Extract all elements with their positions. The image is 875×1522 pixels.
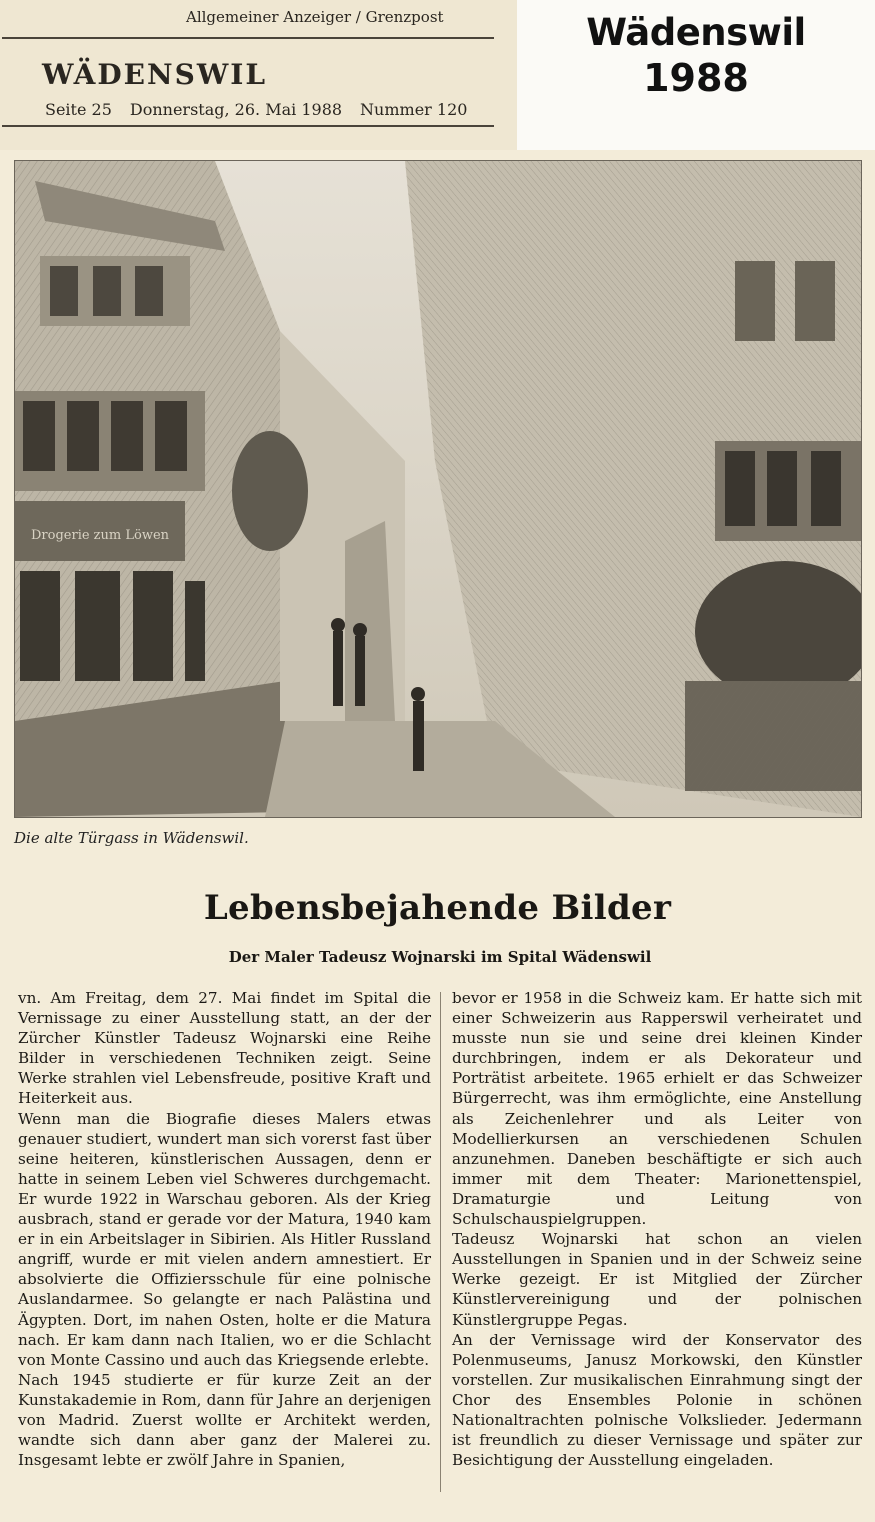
paragraph: bevor er 1958 in die Schweiz kam. Er hatte sich mit einer Schweizerin aus Rapperswil verheiratet und musste nun sie und seine drei kleinen Kinder durchbringen, indem er als Dekorateur und Porträtist arbeitete. 1965 erhielt er das Schweizer Bürgerrecht, was ihm ermöglichte, eine Anstellung als Zeichenlehrer und als Leiter von Modellierkursen an verschiedenen Schulen anzunehmen. Daneben beschäftigte er sich auch immer mit dem Theater: Marionettenspiel, Dramaturgie und Leitung von Schulschauspielgruppen. <box>452 989 862 1229</box>
masthead-rule-top <box>2 37 494 39</box>
page-number: Seite 25 <box>45 100 112 119</box>
article-column-left <box>18 988 431 1470</box>
paragraph: vn. Am Freitag, dem 27. Mai findet im Spital die Vernissage zu einer Ausstellung statt, an der der Zürcher Künstler Tadeusz Wojnarski eine Reihe Bilder in verschiedenen Techniken zeigt. Seine Werke strahlen viel Lebensfreude, positive Kraft und Heiterkeit aus. <box>18 989 431 1108</box>
masthead-info <box>45 100 485 119</box>
article-headline: Lebensbejahende Bilder <box>203 888 672 928</box>
issue-date: Donnerstag, 26. Mai 1988 <box>129 100 343 119</box>
paragraph: Wenn man die Biografie dieses Malers etwas genauer studiert, wundert man sich vorerst fast über seine heiteren, künstlerischen Aussagen, denn er hatte in seinem Leben viel Schweres durchgemacht. Er wurde 1922 in Warschau geboren. Als der Krieg ausbrach, stand er gerade vor der Matura, 1940 kam er in ein Arbeitslager in Sibirien. Als Hitler Russland angriff, wurde er mit vielen andern amnestiert. Er absolvierte die Offiziersschule für eine polnische Auslandarmee. So gelangte er nach Palästina und Ägypten. Dort, im nahen Osten, holte er die Matura nach. Er kam dann nach Italien, wo er die Schlacht von Monte Cassino und auch das Kriegsende erlebte. <box>18 1109 431 1369</box>
article-subheadline: Der Maler Tadeusz Wojnarski im Spital Wädenswil <box>228 948 652 966</box>
masthead-rule-bottom <box>2 125 494 127</box>
masthead-town: WÄDENSWIL <box>42 58 268 91</box>
photo-caption: Die alte Türgass in Wädenswil. <box>14 829 249 847</box>
issue-number: Nummer 120 <box>360 100 468 119</box>
street-drawing-image <box>14 160 862 818</box>
sticker-title: Wädenswil <box>586 11 806 54</box>
article-column-right <box>452 988 862 1470</box>
paragraph: Nach 1945 studierte er für kurze Zeit an der Kunstakademie in Rom, dann für Jahre an derjenigen von Madrid. Zuerst wollte er Architekt werden, wandte sich dann aber ganz der Malerei zu. Insgesamt lebte er zwölf Jahre in Spanien, <box>18 1370 431 1470</box>
paragraph: Tadeusz Wojnarski hat schon an vielen Ausstellungen in Spanien und in der Schweiz seine Werke gezeigt. Er ist Mitglied der Zürcher Künstlervereinigung und der polnischen Künstlergruppe Pegas. <box>452 1230 862 1329</box>
column-divider <box>440 992 441 1492</box>
newspaper-name: Allgemeiner Anzeiger / Grenzpost <box>186 8 444 26</box>
paragraph: An der Vernissage wird der Konservator des Polenmuseums, Janusz Morkowski, den Künstler vorstellen. Zur musikalischen Einrahmung singt der Chor des Ensembles Polonie in schönen Nationaltrachten polnische Volkslieder. Jedermann ist freundlich zu dieser Vernissage und später zur Besichtigung der Ausstellung eingeladen. <box>452 1330 862 1470</box>
shop-sign-text: Drogerie zum Löwen <box>31 528 170 543</box>
sticker-year: 1988 <box>643 56 749 100</box>
label-sticker <box>517 0 875 150</box>
